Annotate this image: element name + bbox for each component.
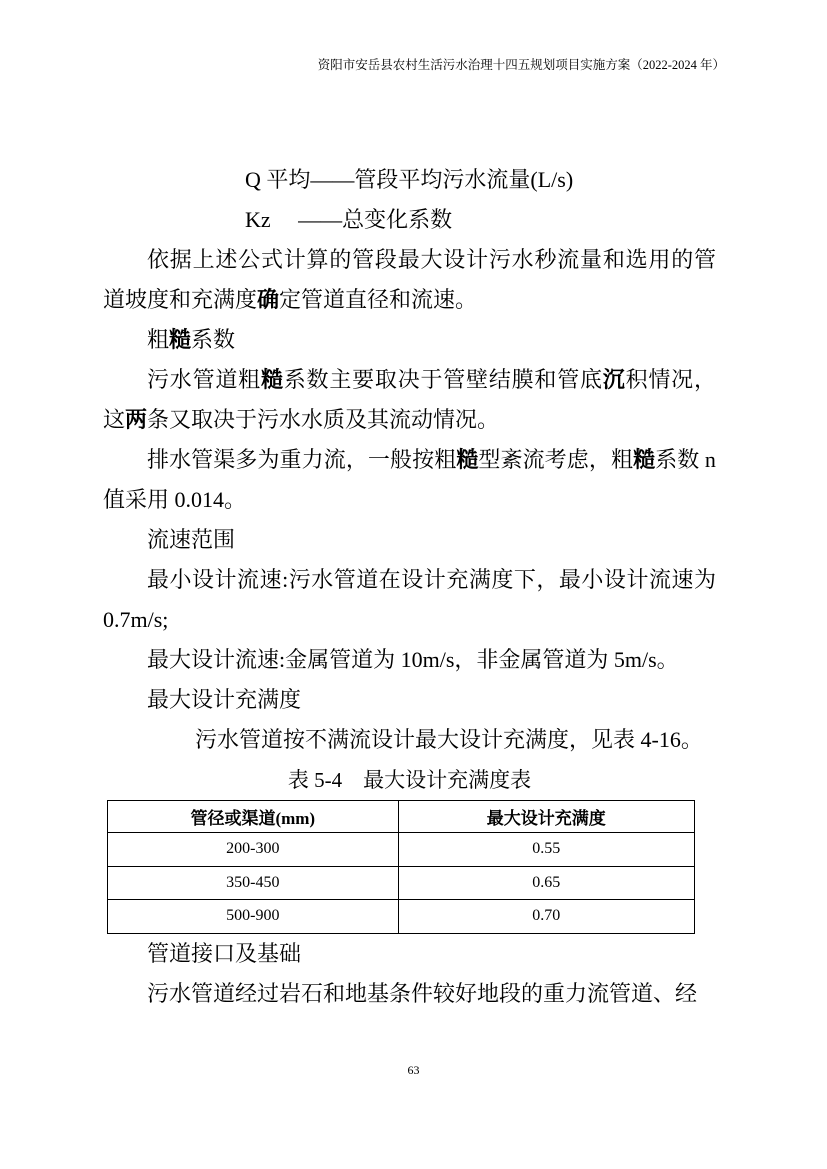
heading-velocity-range: 流速范围 — [147, 527, 236, 552]
page-header-title: 资阳市安岳县农村生活污水治理十四五规划项目实施方案（2022-2024 年） — [317, 58, 725, 72]
heading-roughness-coefficient: 粗糙系数 — [147, 327, 236, 352]
table-header-pipe-diameter: 管径或渠道(mm) — [108, 801, 399, 833]
heading-pipe-joint-foundation: 管道接口及基础 — [147, 940, 302, 966]
table-cell-fullness-value: 0.70 — [398, 900, 694, 934]
max-design-fullness-table — [107, 800, 695, 934]
paragraph-roughness-factors: 污水管道粗糙系数主要取决于管壁结膜和管底沉积情况，这两条又取决于污水水质及其流动情况。 — [103, 367, 716, 432]
table-caption: 表 5-4 最大设计充满度表 — [287, 768, 532, 792]
paragraph-max-design-velocity: 最大设计流速:金属管道为 10m/s，非金属管道为 5m/s。 — [147, 647, 679, 672]
paragraph-min-design-velocity: 最小设计流速:污水管道在设计充满度下，最小设计流速为 0.7m/s; — [103, 567, 716, 632]
paragraph-non-full-flow-design: 污水管道按不满流设计最大设计充满度，见表 4-16。 — [195, 727, 703, 752]
heading-max-design-fullness: 最大设计充满度 — [147, 687, 302, 712]
table-header-row — [108, 801, 695, 833]
table-row — [108, 833, 695, 867]
table-cell-diameter-range: 500-900 — [108, 900, 399, 934]
table-cell-fullness-value: 0.65 — [398, 866, 694, 900]
table-cell-diameter-range: 200-300 — [108, 833, 399, 867]
table-row — [108, 866, 695, 900]
table-cell-diameter-range: 350-450 — [108, 866, 399, 900]
table-header-max-fullness: 最大设计充满度 — [398, 801, 694, 833]
page-number: 63 — [407, 1063, 420, 1077]
paragraph-pipe-diameter-velocity: 依据上述公式计算的管段最大设计污水秒流量和选用的管道坡度和充满度确定管道直径和流速。 — [103, 247, 716, 312]
paragraph-gravity-flow-n-value: 排水管渠多为重力流，一般按粗糙型紊流考虑，粗糙系数 n 值采用 0.014。 — [103, 447, 716, 512]
table-row — [108, 900, 695, 934]
table-cell-fullness-value: 0.55 — [398, 833, 694, 867]
paragraph-formula-kz: Kz ——总变化系数 — [245, 207, 453, 232]
paragraph-formula-q-average: Q 平均——管段平均污水流量(L/s) — [245, 167, 574, 192]
document-body — [103, 160, 716, 1014]
paragraph-rock-foundation: 污水管道经过岩石和地基条件较好地段的重力流管道、经 — [147, 980, 698, 1006]
